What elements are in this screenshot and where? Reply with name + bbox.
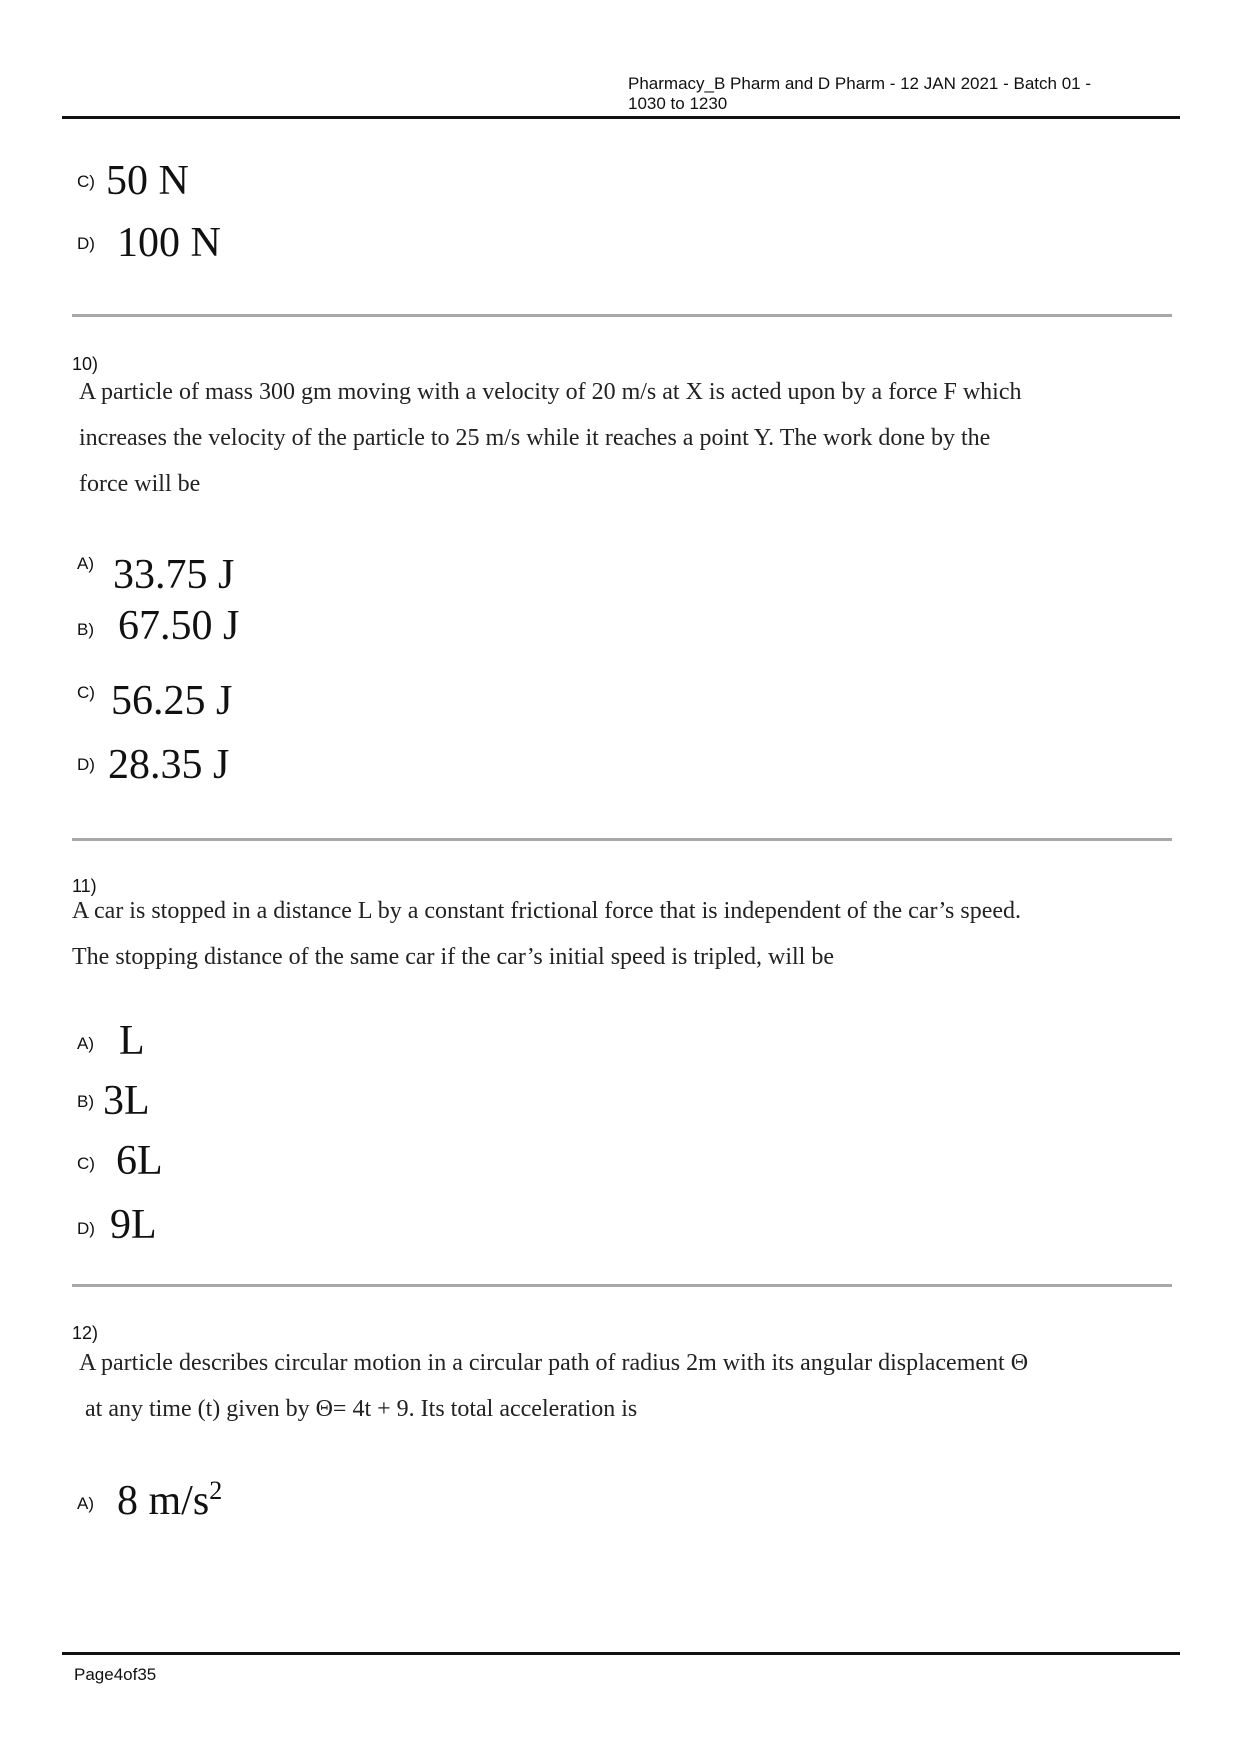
question-text-line: A car is stopped in a distance L by a constant frictional force that is independent of the car’s speed. [72, 898, 1022, 924]
option-value: 28.35 J [108, 742, 230, 788]
page-number: Page4of35 [74, 1665, 157, 1684]
header-rule [62, 116, 1180, 119]
question-text-line: force will be [79, 471, 201, 497]
option-label: C) [77, 683, 95, 702]
option-label: C) [77, 1154, 95, 1173]
option-value: 100 N [117, 220, 221, 266]
question-divider [72, 838, 1172, 841]
question-divider [72, 1284, 1172, 1287]
option-value: 33.75 J [113, 552, 235, 598]
question-number: 12) [72, 1323, 99, 1343]
option-label: A) [77, 1494, 94, 1513]
option-label: C) [77, 172, 95, 191]
option-value-text: 8 m/s [117, 1478, 210, 1524]
header-line-2: 1030 to 1230 [628, 94, 728, 113]
option-value: 67.50 J [118, 603, 240, 649]
option-label: D) [77, 1219, 95, 1238]
question-number: 11) [72, 876, 97, 896]
question-text-line: increases the velocity of the particle to 25 m/s while it reaches a point Y. The work done by the [79, 425, 991, 451]
question-number: 10) [72, 354, 99, 374]
option-label: D) [77, 234, 95, 253]
option-label: A) [77, 554, 94, 573]
option-value-superscript: 2 [209, 1476, 223, 1505]
option-value: L [119, 1018, 145, 1064]
question-text-line: A particle describes circular motion in a circular path of radius 2m with its angular displacement Θ [79, 1350, 1029, 1376]
option-value [117, 1478, 222, 1522]
option-value: 56.25 J [111, 678, 233, 724]
page-header [628, 74, 1148, 114]
option-label: A) [77, 1034, 94, 1053]
option-value: 6L [116, 1138, 163, 1184]
option-value: 50 N [106, 158, 189, 204]
question-text [79, 369, 1021, 507]
option-value: 9L [110, 1202, 157, 1248]
question-text-line: at any time (t) given by Θ= 4t + 9. Its total acceleration is [85, 1396, 638, 1422]
question-divider [72, 314, 1172, 317]
footer-rule [62, 1652, 1180, 1655]
question-text-line: The stopping distance of the same car if the car’s initial speed is tripled, will be [72, 944, 834, 970]
option-label: B) [77, 1092, 94, 1111]
header-line-1: Pharmacy_B Pharm and D Pharm - 12 JAN 2021 - Batch 01 - [628, 74, 1091, 93]
question-text [79, 1340, 1028, 1432]
question-text-line: A particle of mass 300 gm moving with a velocity of 20 m/s at X is acted upon by a force F which [79, 379, 1022, 405]
option-value: 3L [103, 1078, 150, 1124]
option-label: B) [77, 620, 94, 639]
question-text [72, 888, 1021, 980]
option-label: D) [77, 755, 95, 774]
